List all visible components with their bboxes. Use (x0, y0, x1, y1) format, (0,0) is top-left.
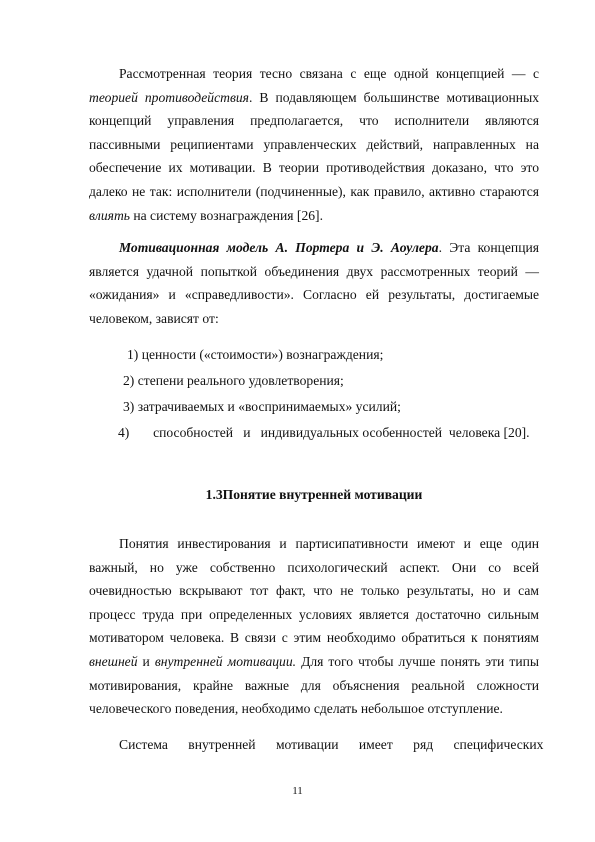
text-run: . Эта концепция является удачной попыткой объединения двух рассмотренных теорий — «ожидания» и «справедливости». Согласно ей результаты, достигаемые человеком, зависят от: (89, 240, 539, 326)
list-item: 3) затрачиваемых и «воспринимаемых» усилий; (123, 399, 401, 414)
paragraph-counteraction-theory (89, 62, 539, 227)
paragraph-internal-motivation (89, 532, 539, 721)
page-number: 11 (292, 785, 303, 797)
text-run: Система внутренней мотивации имеет ряд специфических (119, 737, 544, 752)
italic-term-counteraction-theory: теорией противодействия (89, 89, 249, 105)
list-item: 1) ценности («стоимости») вознаграждения; (127, 347, 384, 362)
paragraph-system-start (89, 733, 544, 757)
list-item: 2) степени реального удовлетворения; (123, 373, 344, 388)
text-run: Для того чтобы лучше понять эти типы мотивирования, крайне важные для объяснения реальной сложности человеческого поведения, необходимо сделать небольшое отступление. (89, 653, 539, 717)
text-run: . В подавляющем большинстве мотивационных концепций управления предполагается, что исполнители являются пассивными реципиентами управленческих действий, направленных на обеспечение их мотивации. В теории противодействия доказано, что это далеко не так: исполнители (подчиненные), как правило, активно стараются (89, 89, 540, 199)
text-run: и (137, 653, 155, 669)
italic-term-influence: влиять (89, 207, 130, 223)
text-run: на систему вознаграждения [26]. (129, 207, 323, 223)
bold-italic-model-title: Мотивационная модель А. Портера и Э. Аоулера (119, 240, 439, 255)
italic-term-external: внешней (89, 653, 138, 669)
paragraph-porter-lawler-model (89, 236, 539, 330)
italic-term-internal-motivation: внутренней мотивации. (154, 653, 297, 669)
text-run: Понятия инвестирования и партисипативности имеют и еще один важный, но уже собственно психологический аспект. Они со всей очевидностью вскрывают тот факт, что не только результаты, но и сам процесс труда при определенных условиях является достаточно сильным мотиватором человека. В связи с этим необходимо обратиться к понятиям (89, 536, 539, 646)
section-heading: 1.3Понятие внутренней мотивации (205, 487, 423, 502)
text-run: Рассмотренная теория тесно связана с еще одной концепцией — с (119, 66, 539, 81)
list-item: 4) способностей и индивидуальных особенностей человека [20]. (118, 425, 530, 440)
